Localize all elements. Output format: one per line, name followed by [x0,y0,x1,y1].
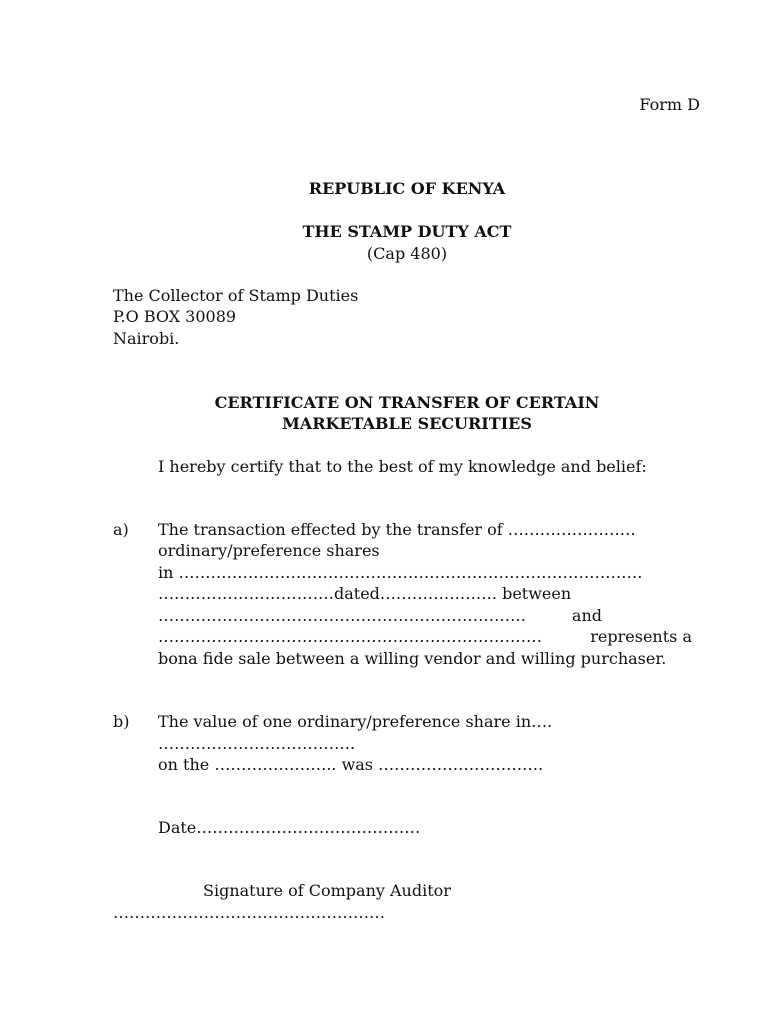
item-a-marker: a) [113,520,129,539]
item-a-line-5-dots: …………………………………………………………… [158,606,526,625]
item-a-line-5-and: and [571,606,602,625]
item-b-line-3: on the ………………….. was …………………………. [158,755,544,774]
signature-label: Signature of Company Auditor [203,881,451,900]
date-line: Date…………………………………… [158,818,421,837]
item-a-line-6 [158,626,692,647]
address-line-1: The Collector of Stamp Duties [113,286,359,305]
address-line-3: Nairobi. [113,329,180,348]
item-a-line-6-dots: ……………………………………………………………… [158,627,542,646]
item-a-line-6-represents: represents a [590,627,692,646]
item-a-line-2: ordinary/preference shares [158,541,380,560]
item-a-line-5 [158,605,602,626]
item-b-line-2: ………………………………. [158,734,356,753]
form-label: Form D [639,95,700,114]
item-b-line-1: The value of one ordinary/preference share in…. [158,712,553,731]
heading-act: THE STAMP DUTY ACT [302,222,512,241]
address-line-2: P.O BOX 30089 [113,307,237,326]
item-a-line-7: bona fide sale between a willing vendor and willing purchaser. [158,649,667,668]
heading-country: REPUBLIC OF KENYA [308,179,506,198]
item-b-marker: b) [113,712,130,731]
item-a-line-1: The transaction effected by the transfer of …………………… [158,520,636,539]
certificate-title-line-2: MARKETABLE SECURITIES [282,414,532,433]
heading-cap: (Cap 480) [366,244,448,263]
intro-text: I hereby certify that to the best of my knowledge and belief: [158,457,647,476]
signature-line: …………………………………………… [113,903,385,922]
certificate-title-line-1: CERTIFICATE ON TRANSFER OF CERTAIN [214,393,600,412]
item-a-line-3: in …………………………………………………………………………… [158,563,643,582]
item-a-line-4: ……………………………dated…………………. between [158,584,572,603]
